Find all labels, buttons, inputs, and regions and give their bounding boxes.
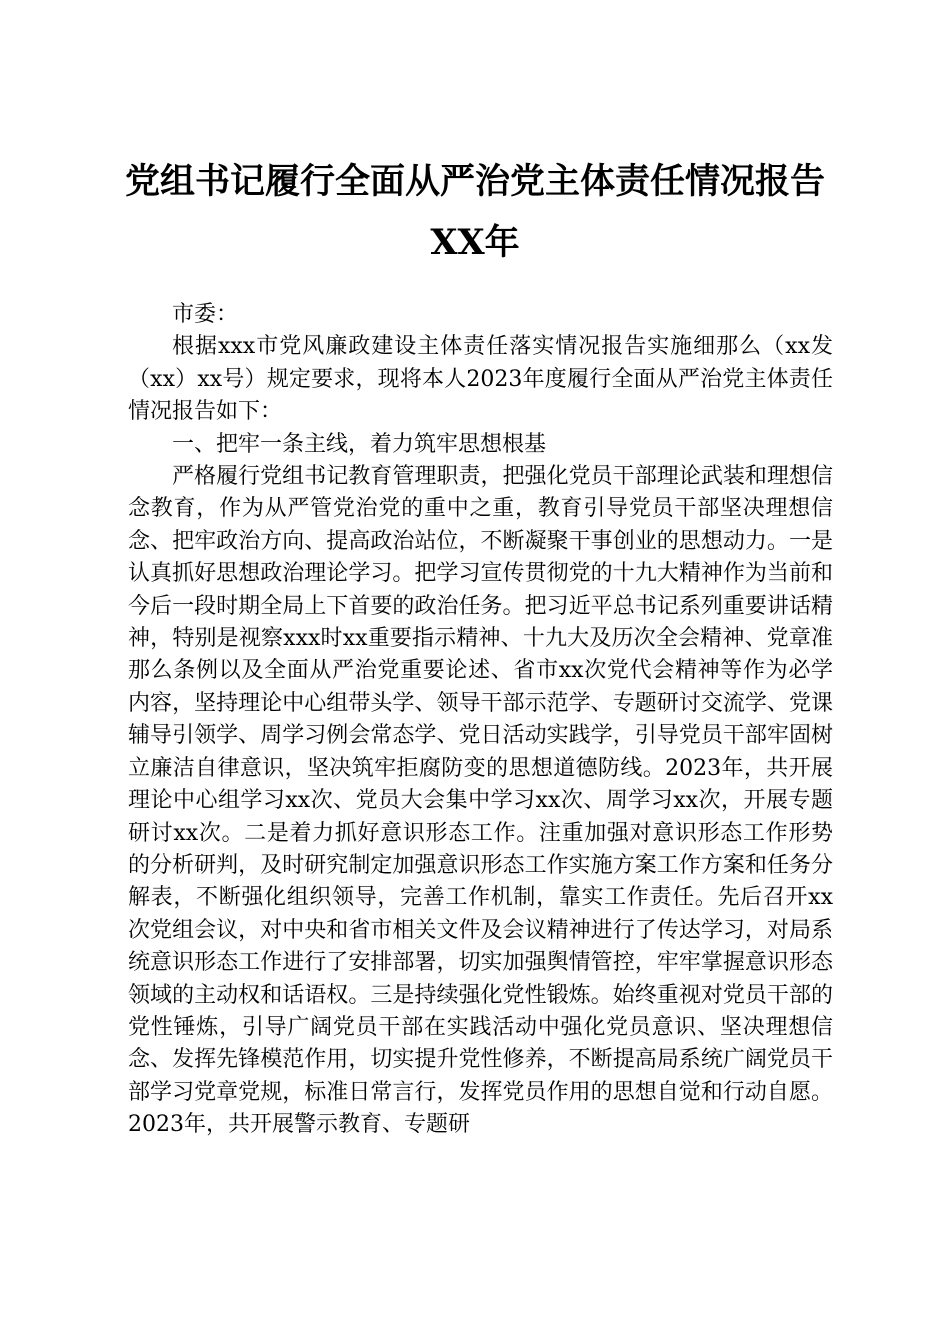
section-heading-1: 一、把牢一条主线，着力筑牢思想根基	[172, 431, 547, 457]
intro-paragraph: 根据xxx市党风廉政建设主体责任落实情况报告实施细那么（xx发（xx）xx号）规定要求，现将本人2023年度履行全面从严治党主体责任情况报告如下：	[128, 334, 833, 425]
document-title: 党组书记履行全面从严治党主体责任情况报告	[124, 161, 825, 202]
document-body	[128, 299, 833, 1142]
salutation: 市委：	[172, 302, 239, 327]
body-paragraph: 严格履行党组书记教育管理职责，把强化党员干部理论武装和理想信念教育，作为从严管党治党的重中之重，教育引导党员干部坚决理想信念、把牢政治方向、提高政治站位，不断凝聚干事创业的思想动力。一是认真抓好思想政治理论学习。把学习宣传贯彻党的十九大精神作为当前和今后一段时期全局上下首要的政治任务。把习近平总书记系列重要讲话精神，特别是视察xxx时xx重要指示精神、十九大及历次全会精神、党章准那么条例以及全面从严治党重要论述、省市xx次党代会精神等作为必学内容，坚持理论中心组带头学、领导干部示范学、专题研讨交流学、党课辅导引领学、周学习例会常态学、党日活动实践学，引导党员干部牢固树立廉洁自律意识，坚决筑牢拒腐防变的思想道德防线。2023年，共开展理论中心组学习xx次、党员大会集中学习xx次、周学习xx次，开展专题研讨xx次。二是着力抓好意识形态工作。注重加强对意识形态工作形势的分析研判，及时研究制定加强意识形态工作实施方案工作方案和任务分解表，不断强化组织领导，完善工作机制，靠实工作责任。先后召开xx次党组会议，对中央和省市相关文件及会议精神进行了传达学习，对局系统意识形态工作进行了安排部署，切实加强舆情管控，牢牢掌握意识形态领域的主动权和话语权。三是持续强化党性锻炼。始终重视对党员干部的党性锤炼，引导广阔党员干部在实践活动中强化党员意识、坚决理想信念、发挥先锋模范作用，切实提升党性修养，不断提高局系统广阔党员干部学习党章党规，标准日常言行，发挥党员作用的思想自觉和行动自愿。2023年，共开展警示教育、专题研	[128, 464, 833, 1138]
document-subtitle-year: XX年	[430, 222, 520, 263]
